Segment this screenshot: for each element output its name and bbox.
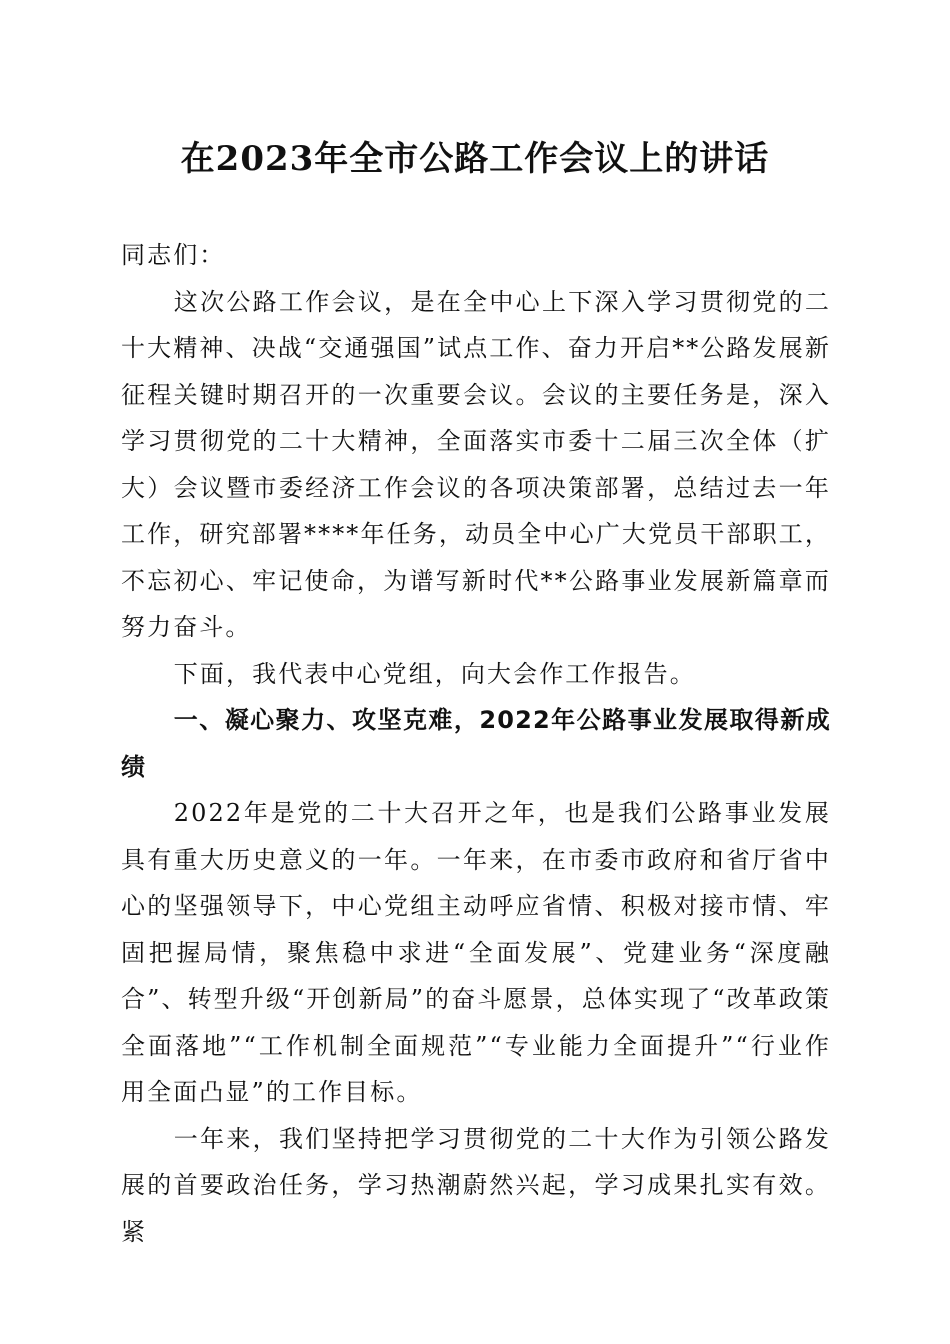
section-heading: 一、凝心聚力、攻坚克难，2022年公路事业发展取得新成绩	[121, 706, 831, 781]
document-title: 在2023年全市公路工作会议上的讲话	[180, 139, 770, 179]
paragraph-study-focus: 一年来，我们坚持把学习贯彻党的二十大作为引领公路发展的首要政治任务，学习热潮蔚然兴起，学习成果扎实有效。紧	[121, 1124, 831, 1246]
paragraph-intro: 这次公路工作会议，是在全中心上下深入学习贯彻党的二十大精神、决战“交通强国”试点工作、奋力开启**公路发展新征程关键时期召开的一次重要会议。会议的主要任务是，深入学习贯彻党的二十大精神，全面落实市委十二届三次全体（扩大）会议暨市委经济工作会议的各项决策部署，总结过去一年工作，研究部署****年任务，动员全中心广大党员干部职工，不忘初心、牢记使命，为谱写新时代**公路事业发展新篇章而努力奋斗。	[121, 287, 831, 641]
paragraph-2022-overview: 2022年是党的二十大召开之年，也是我们公路事业发展具有重大历史意义的一年。一年来，在市委市政府和省厅省中心的坚强领导下，中心党组主动呼应省情、积极对接市情、牢固把握局情，聚焦稳中求进“全面发展”、党建业务“深度融合”、转型升级“开创新局”的奋斗愿景，总体实现了“改革政策全面落地”“工作机制全面规范”“专业能力全面提升”“行业作用全面凸显”的工作目标。	[121, 799, 831, 1106]
document-body	[121, 232, 831, 1255]
salutation: 同志们：	[121, 241, 226, 269]
paragraph-report-note: 下面，我代表中心党组，向大会作工作报告。	[173, 659, 696, 688]
